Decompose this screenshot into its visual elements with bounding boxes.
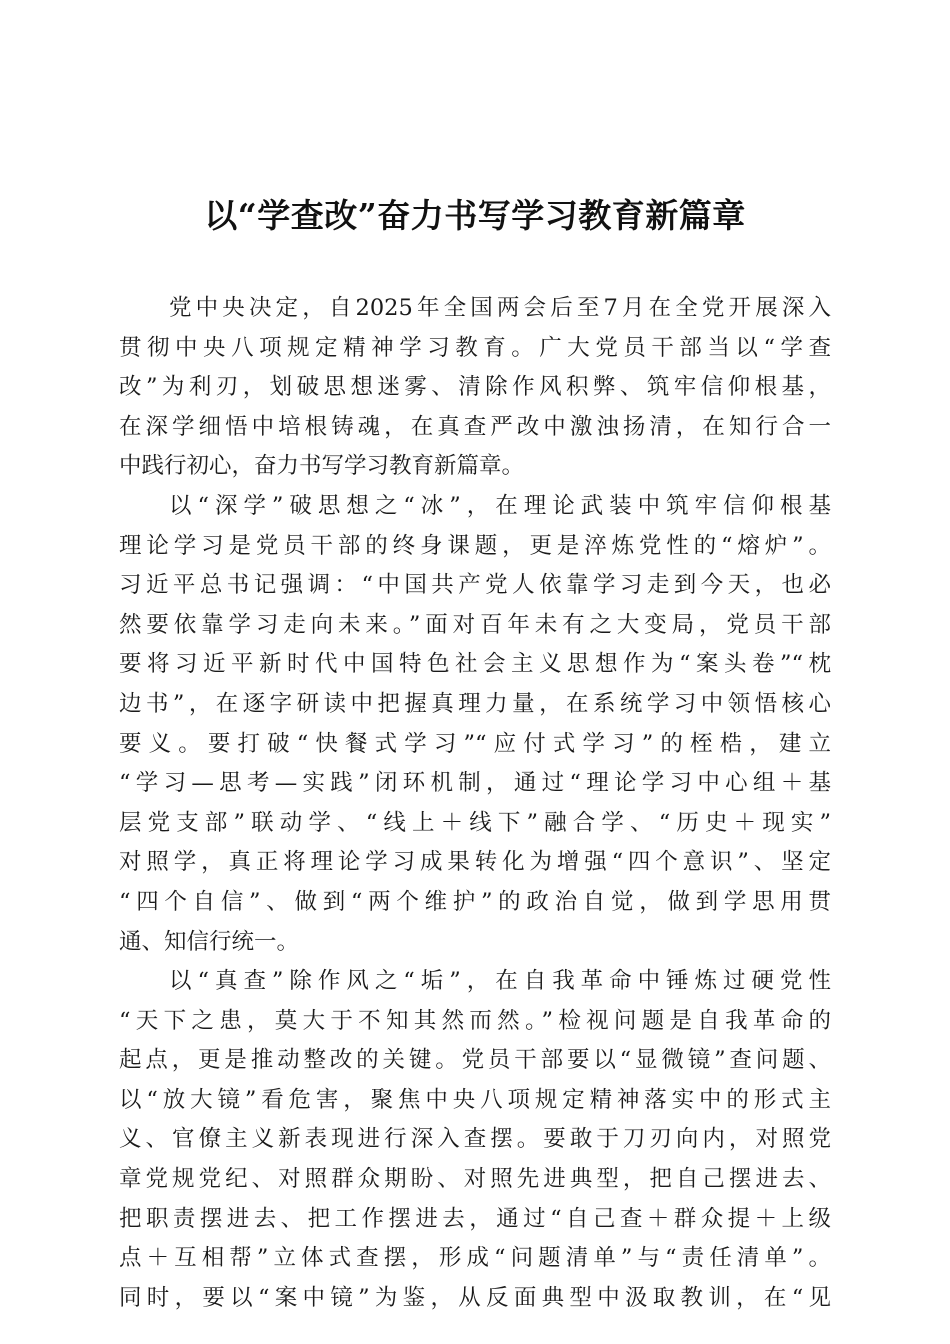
body-line: 党中央决定，自2025年全国两会后至7月在全党开展深入 — [169, 295, 831, 321]
body-line: 以“真查”除作风之“垢”，在自我革命中锤炼过硬党性 — [169, 968, 831, 995]
body-line: 贯彻中央八项规定精神学习教育。广大党员干部当以“学查 — [119, 334, 831, 361]
body-line: 起点，更是推动整改的关键。党员干部要以“显微镜”查问题、 — [119, 1047, 831, 1074]
body-line: 章党规党纪、对照群众期盼、对照先进典型，把自己摆进去、 — [119, 1166, 831, 1193]
body-line: 点＋互相帮”立体式查摆，形成“问题清单”与“责任清单”。 — [119, 1245, 831, 1272]
body-line: “四个自信”、做到“两个维护”的政治自觉，做到学思用贯 — [119, 888, 831, 915]
document-body — [119, 289, 831, 1318]
body-line: 改”为利刃，划破思想迷雾、清除作风积弊、筑牢信仰根基， — [119, 374, 831, 401]
body-line: 层党支部”联动学、“线上＋线下”融合学、“历史＋现实” — [119, 809, 831, 836]
body-line: “天下之患，莫大于不知其然而然。”检视问题是自我革命的 — [119, 1007, 831, 1034]
body-line: 在深学细悟中培根铸魂，在真查严改中激浊扬清，在知行合一 — [119, 413, 831, 440]
body-line: 以“深学”破思想之“冰”，在理论武装中筑牢信仰根基 — [169, 492, 831, 519]
body-line: 中践行初心，奋力书写学习教育新篇章。 — [119, 453, 525, 480]
body-line: 要将习近平新时代中国特色社会主义思想作为“案头卷”“枕 — [119, 651, 831, 678]
body-line: 理论学习是党员干部的终身课题，更是淬炼党性的“熔炉”。 — [119, 532, 831, 559]
body-line: 习近平总书记强调：“中国共产党人依靠学习走到今天，也必 — [119, 572, 831, 599]
body-line: 义、官僚主义新表现进行深入查摆。要敢于刀刃向内，对照党 — [119, 1126, 831, 1153]
body-line: 然要依靠学习走向未来。”面对百年未有之大变局，党员干部 — [119, 611, 831, 638]
body-line: 对照学，真正将理论学习成果转化为增强“四个意识”、坚定 — [119, 849, 831, 876]
body-line: “学习—思考—实践”闭环机制，通过“理论学习中心组＋基 — [119, 770, 831, 797]
body-line: 把职责摆进去、把工作摆进去，通过“自己查＋群众提＋上级 — [119, 1205, 831, 1232]
body-line: 以“放大镜”看危害，聚焦中央八项规定精神落实中的形式主 — [119, 1086, 831, 1113]
body-line: 同时，要以“案中镜”为鉴，从反面典型中汲取教训，在“见 — [119, 1284, 831, 1311]
body-line: 边书”，在逐字研读中把握真理力量，在系统学习中领悟核心 — [119, 690, 831, 717]
body-line: 通、知信行统一。 — [119, 928, 300, 955]
document-title: 以“学查改”奋力书写学习教育新篇章 — [204, 196, 746, 235]
body-line: 要义。要打破“快餐式学习”“应付式学习”的桎梏，建立 — [119, 730, 831, 757]
